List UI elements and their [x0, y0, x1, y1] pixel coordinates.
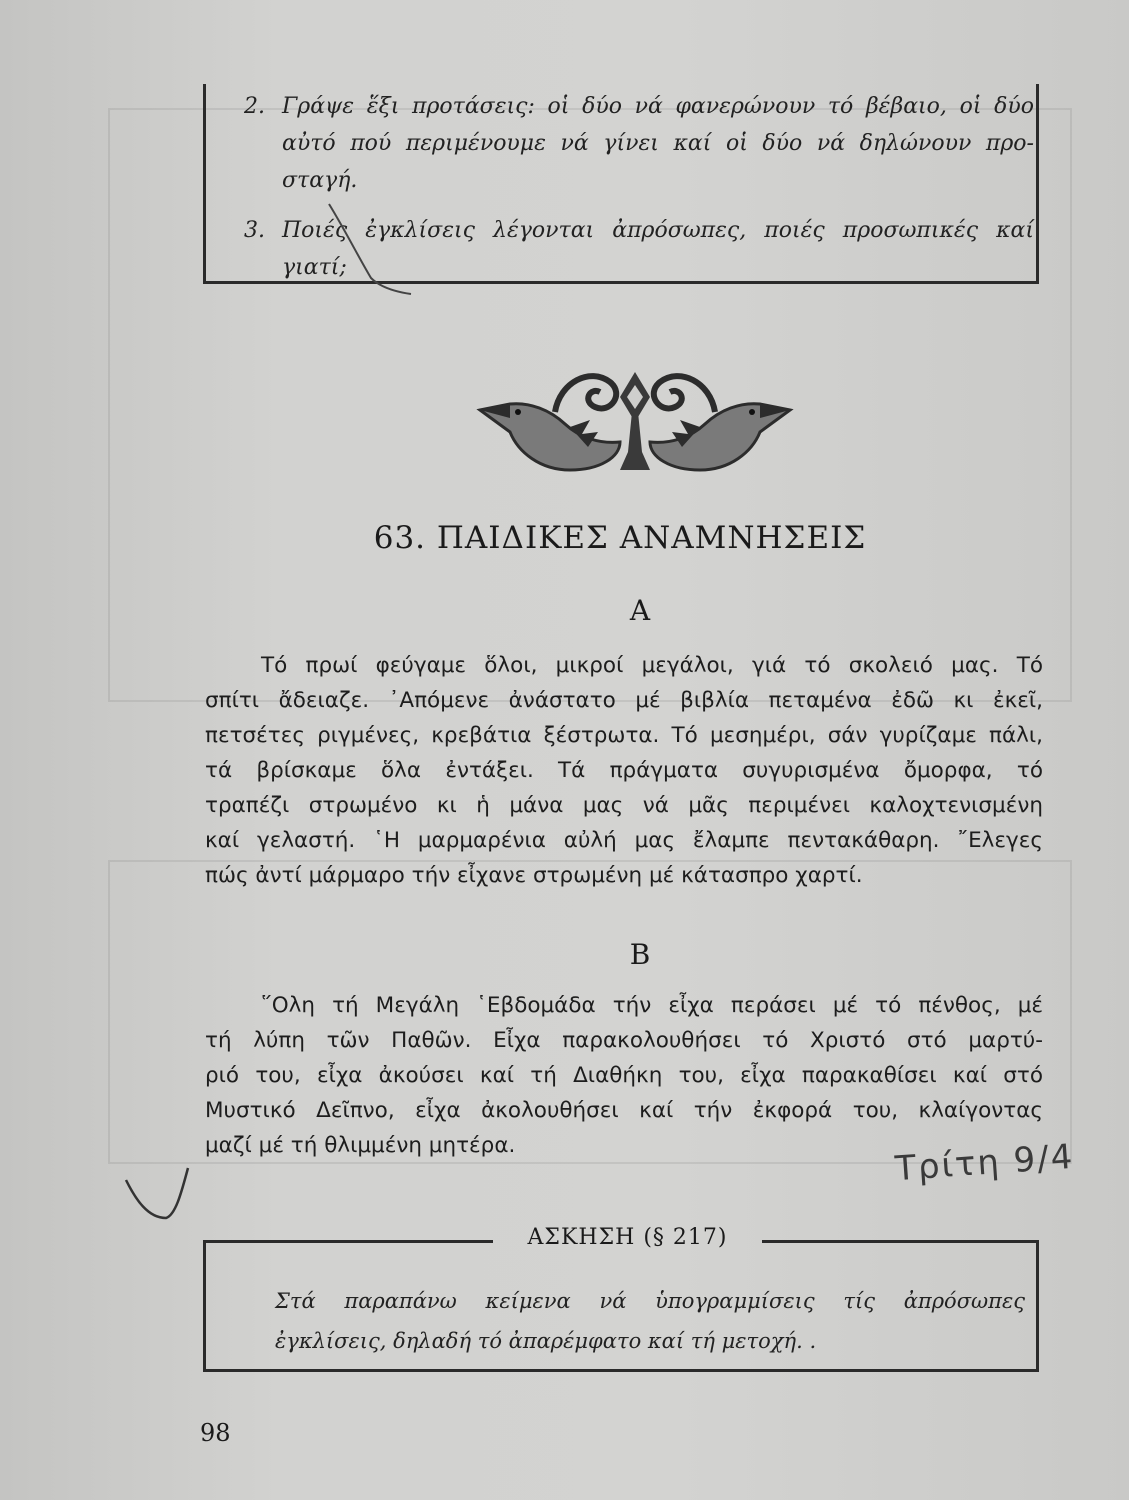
askisi-line: ἐγκλίσεις, δηλαδή τό ἀπαρέμφατο καί τή μετοχή. .	[275, 1329, 817, 1353]
paragraph-line: Τό πρωί φεύγαμε ὅλοι, μικροί μεγάλοι, γιά τό σκολειό μας. Τό	[261, 653, 1043, 678]
askisi-title: ΑΣΚΗΣΗ (§ 217)	[527, 1225, 728, 1250]
askisi-text	[275, 1281, 1025, 1361]
page-number: 98	[200, 1419, 231, 1447]
section-b-paragraph	[205, 988, 1043, 1163]
exercise-number: 2.	[244, 94, 265, 119]
paragraph-line: τή λύπη τῶν Παθῶν. Εἶχα παρακολουθήσει τό Χριστό στό μαρτύ-	[205, 1028, 1043, 1053]
chapter-title: 63. ΠΑΙΔΙΚΕΣ ΑΝΑΜΝΗΣΕΙΣ	[373, 520, 867, 556]
paragraph-line: πώς ἀντί μάρμαρο τήν εἶχανε στρωμένη μέ κάτασπρο χαρτί.	[205, 863, 863, 888]
paragraph-line: ριό του, εἶχα ἀκούσει καί τή Διαθήκη του, εἶχα παρακαθίσει καί στό	[205, 1063, 1043, 1088]
bird-ornament-icon	[470, 352, 800, 482]
section-a-paragraph	[205, 648, 1043, 893]
paragraph-line: Μυστικό Δεῖπνο, εἶχα ἀκολουθήσει καί τήν ἐκφορά του, κλαίγοντας	[205, 1098, 1043, 1123]
paragraph-line: ῞Ολη τή Μεγάλη ῾Εβδομάδα τήν εἶχα περάσει μέ τό πένθος, μέ	[261, 993, 1043, 1018]
paragraph-line: τραπέζι στρωμένο κι ἡ μάνα μας νά μᾶς περιμένει καλοχτενισμένη	[205, 793, 1043, 818]
askisi-rule	[762, 1240, 1039, 1243]
paragraph-line: σπίτι ἄδειαζε. ᾿Απόμενε ἀνάστατο μέ βιβλία πεταμένα ἐδῶ κι ἐκεῖ,	[205, 688, 1043, 713]
exercise-line: γιατί;	[282, 255, 347, 280]
section-b-heading: Β	[629, 938, 651, 971]
section-a-heading: Α	[629, 594, 651, 627]
check-mark-icon	[118, 1160, 198, 1230]
exercise-number: 3.	[244, 218, 265, 243]
paragraph-line: πετσέτες ριγμένες, κρεβάτια ξέστρωτα. Τό μεσημέρι, σάν γυρίζαμε πάλι,	[205, 723, 1043, 748]
exercise-line: Γράψε ἕξι προτάσεις: οἱ δύο νά φανερώνουν τό βέβαιο, οἱ δύο	[282, 94, 1034, 119]
pencil-mark	[325, 200, 415, 300]
askisi-rule	[203, 1240, 493, 1243]
exercise-line: αὐτό πού περιμένουμε νά γίνει καί οἱ δύο νά δηλώνουν προ-	[282, 131, 1034, 156]
exercise-line: σταγή.	[282, 168, 358, 193]
paragraph-line: μαζί μέ τή θλιμμένη μητέρα.	[205, 1133, 516, 1158]
paragraph-line: καί γελαστή. ῾Η μαρμαρένια αὐλή μας ἔλαμπε πεντακάθαρη. ῎Ελεγες	[205, 828, 1043, 853]
paragraph-line: τά βρίσκαμε ὅλα ἐντάξει. Τά πράγματα συγυρισμένα ὄμορφα, τό	[205, 758, 1043, 783]
exercise-line: Ποιές ἐγκλίσεις λέγονται ἀπρόσωπες, ποιές προσωπικές καί	[282, 218, 1034, 243]
askisi-line: Στά παραπάνω κείμενα νά ὑπογραμμίσεις τίς ἀπρόσωπες	[275, 1289, 1025, 1313]
handwritten-note: Τρίτη 9/4	[893, 1136, 1076, 1190]
